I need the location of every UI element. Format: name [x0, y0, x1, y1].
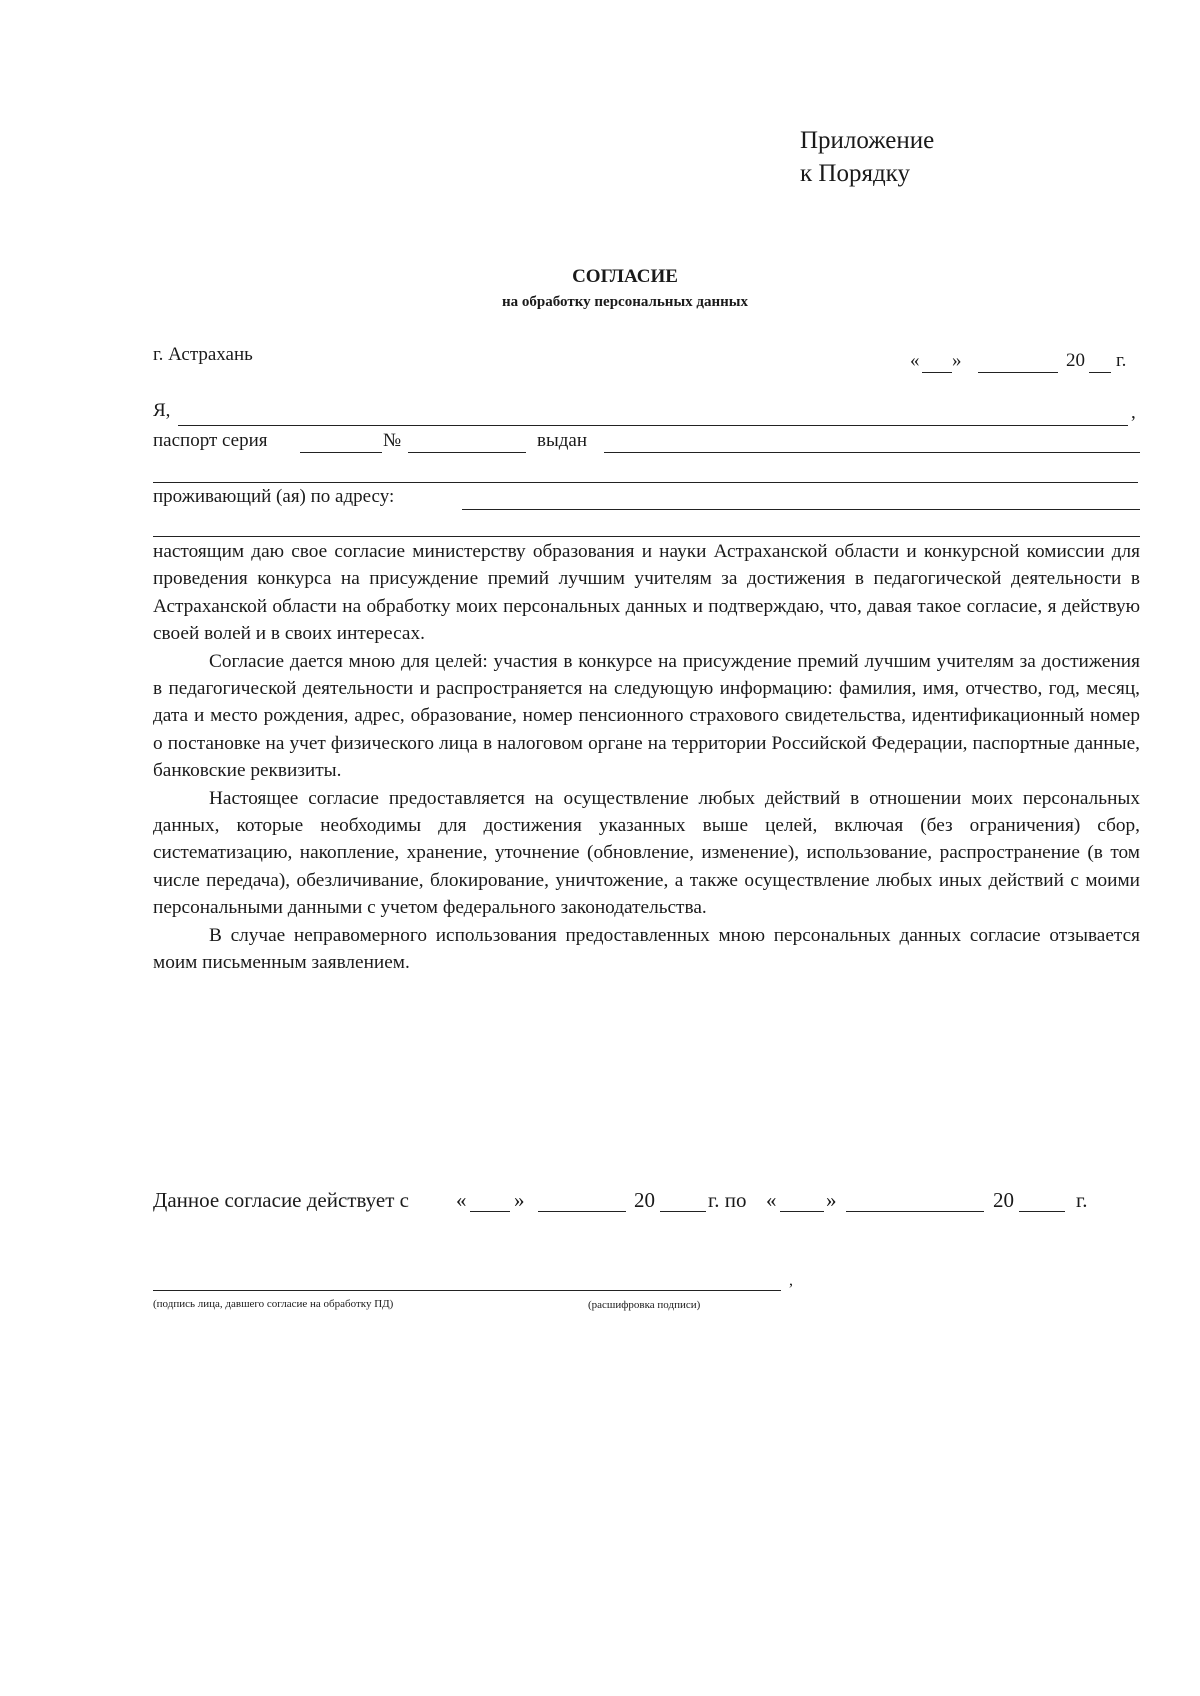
- passport-number-label: №: [383, 430, 402, 451]
- passport-number-blank[interactable]: [408, 452, 526, 453]
- full-name-blank[interactable]: [178, 425, 1128, 426]
- paragraph-revocation: В случае неправомерного использования предоставленных мною персональных данных согласие отзывается моим письменным заявлением.: [153, 924, 1140, 974]
- validity-to-suffix: г.: [1076, 1188, 1088, 1212]
- validity-to-close-quote: »: [826, 1188, 837, 1212]
- validity-to-month-blank[interactable]: [846, 1211, 984, 1212]
- validity-from-month-blank[interactable]: [538, 1211, 626, 1212]
- date-open-quote: «: [910, 350, 920, 371]
- validity-from-suffix: г. по: [708, 1188, 747, 1212]
- day-blank[interactable]: [922, 372, 952, 373]
- passport-series-label: паспорт серия: [153, 430, 268, 451]
- issued-label: выдан: [537, 430, 588, 451]
- passport-series-blank[interactable]: [300, 452, 382, 453]
- signature-caption: (подпись лица, давшего согласие на обработку ПД): [153, 1298, 394, 1310]
- issued-by-continuation-blank[interactable]: [153, 482, 1138, 483]
- paragraph-consent: настоящим даю свое согласие министерству образования и науки Астраханской области и конкурсной комиссии для проведения конкурса на присуждение премий лучшим учителям за достижения в педагогической деятельности в Астраханской области на обработку моих персональных данных и подтверждаю, что, давая такое согласие, я действую своей волей и в своих интересах.: [153, 541, 1140, 645]
- year-suffix: г.: [1116, 350, 1127, 371]
- validity-to-year-prefix: 20: [993, 1188, 1014, 1212]
- address-blank[interactable]: [462, 509, 1140, 510]
- year-blank[interactable]: [1089, 372, 1111, 373]
- paragraph-purpose: Согласие дается мною для целей: участия в конкурсе на присуждение премий лучшим учителям за достижения в педагогической деятельности и распространяется на следующую информацию: фамилия, имя, отчество, год, месяц, дата и место рождения, адрес, образование, номер пенсионного страхового свидетельства, идентификационный номер о постановке на учет физического лица в налоговом органе на территории Российской Федерации, паспортные данные, банковские реквизиты.: [153, 650, 1140, 782]
- validity-from-open-quote: «: [456, 1188, 467, 1212]
- signature-blank[interactable]: [153, 1290, 781, 1291]
- signature-decoding-caption: (расшифровка подписи): [588, 1299, 701, 1311]
- validity-to-day-blank[interactable]: [780, 1211, 824, 1212]
- appendix-line-1: Приложение: [800, 127, 935, 154]
- document-subtitle: на обработку персональных данных: [502, 294, 748, 310]
- address-label: проживающий (ая) по адресу:: [153, 486, 395, 507]
- i-end-comma: ,: [1131, 402, 1136, 423]
- validity-from-close-quote: »: [514, 1188, 525, 1212]
- document-title: СОГЛАСИЕ: [572, 266, 678, 287]
- validity-from-year-prefix: 20: [634, 1188, 655, 1212]
- date-close-quote: »: [952, 350, 962, 371]
- validity-prefix: Данное согласие действует с: [153, 1188, 409, 1212]
- signature-comma: ,: [789, 1272, 793, 1289]
- month-blank[interactable]: [978, 372, 1058, 373]
- city-label: г. Астрахань: [153, 344, 253, 365]
- issued-by-blank[interactable]: [604, 452, 1140, 453]
- consent-body: [153, 538, 1140, 977]
- appendix-line-2: к Порядку: [800, 160, 910, 187]
- address-continuation-blank[interactable]: [153, 536, 1140, 537]
- appendix-block: [800, 124, 934, 190]
- i-label: Я,: [153, 400, 171, 421]
- year-prefix: 20: [1066, 350, 1085, 371]
- validity-from-day-blank[interactable]: [470, 1211, 510, 1212]
- validity-to-year-blank[interactable]: [1019, 1211, 1065, 1212]
- validity-from-year-blank[interactable]: [660, 1211, 706, 1212]
- paragraph-actions: Настоящее согласие предоставляется на осуществление любых действий в отношении моих персональных данных, которые необходимы для достижения указанных выше целей, включая (без ограничения) сбор, систематизацию, накопление, хранение, уточнение (обновление, изменение), использование, распространение (в том числе передача), обезличивание, блокирование, уничтожение, а также осуществление любых иных действий с моими персональными данными с учетом федерального законодательства.: [153, 787, 1140, 919]
- validity-to-open-quote: «: [766, 1188, 777, 1212]
